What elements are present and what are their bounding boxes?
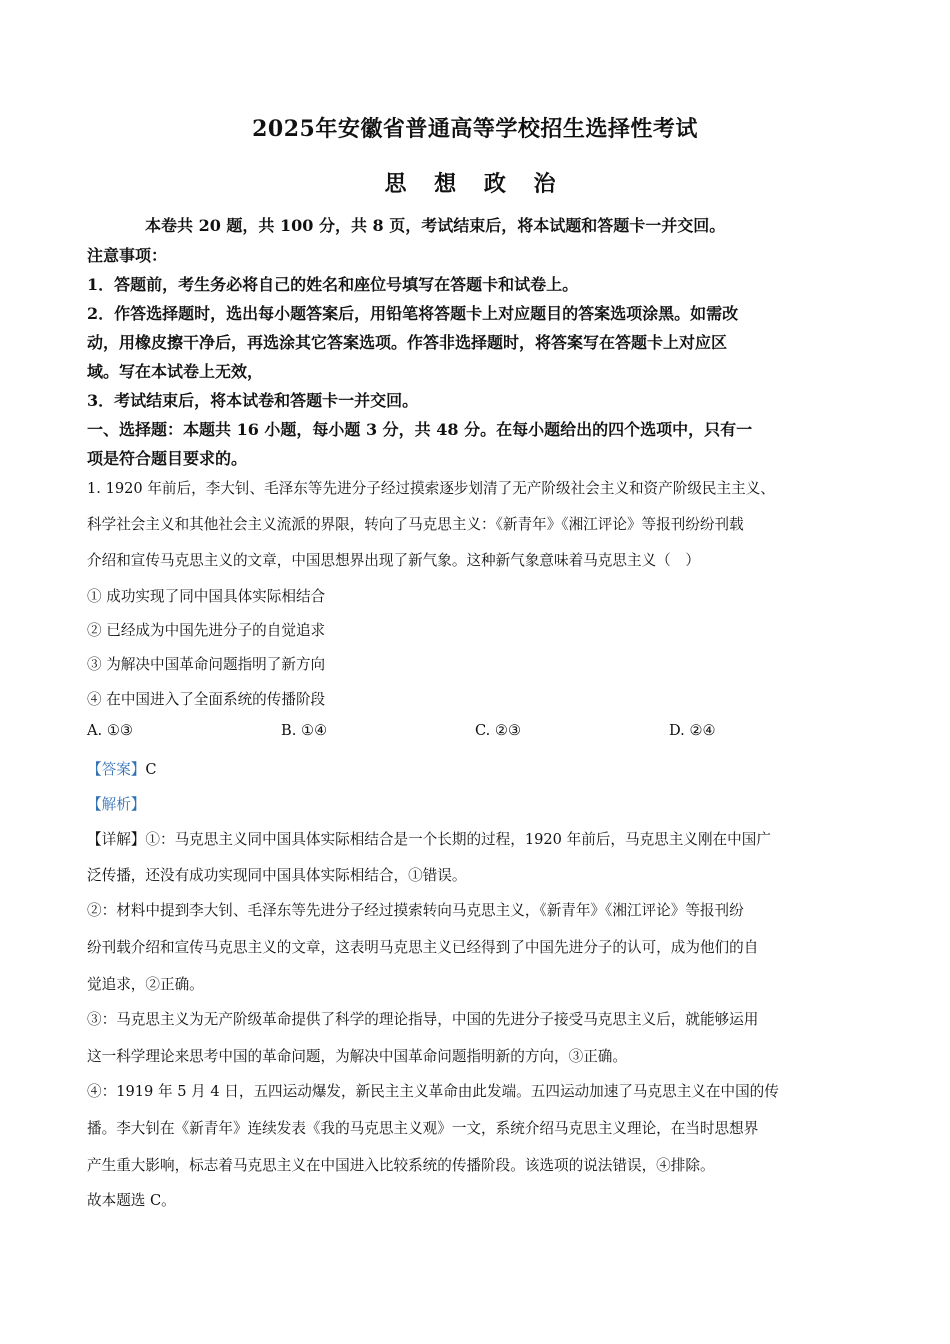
question-item: ③ 为解决中国革命问题指明了新方向 [87, 656, 326, 673]
subject-title: 思 想 政 治 [384, 171, 566, 197]
answer-line [87, 758, 157, 779]
exam-intro: 本卷共 20 题，共 100 分，共 8 页，考试结束后，将本试题和答题卡一并交回。 [145, 216, 726, 235]
question-item: ② 已经成为中国先进分子的自觉追求 [87, 622, 326, 639]
note-line: 1．答题前，考生务必将自己的姓名和座位号填写在答题卡和试卷上。 [87, 275, 579, 294]
note-line: 域。写在本试卷上无效， [87, 362, 264, 381]
analysis-line: ②：材料中提到李大钊、毛泽东等先进分子经过摸索转向马克思主义，《新青年》《湘江评论》等报刊纷 [87, 902, 744, 919]
section-heading: 项是符合题目要求的。 [87, 449, 248, 468]
question-stem: 介绍和宣传马克思主义的文章，中国思想界出现了新气象。这种新气象意味着马克思主义（ ） [87, 552, 700, 569]
analysis-line: ④：1919 年 5 月 4 日，五四运动爆发，新民主主义革命由此发端。五四运动加速了马克思主义在中国的传 [87, 1083, 779, 1100]
answer-value: C [145, 761, 157, 778]
section-heading: 一、选择题：本题共 16 小题，每小题 3 分，共 48 分。在每小题给出的四个选项中，只有一 [87, 420, 753, 439]
analysis-line: ③：马克思主义为无产阶级革命提供了科学的理论指导，中国的先进分子接受马克思主义后，就能够运用 [87, 1011, 759, 1028]
analysis-line: 泛传播，还没有成功实现同中国具体实际相结合，①错误。 [87, 867, 467, 884]
question-stem: 1. 1920 年前后，李大钊、毛泽东等先进分子经过摸索逐步划清了无产阶级社会主义和资产阶级民主主义、 [87, 480, 775, 497]
notes-heading: 注意事项： [87, 246, 168, 265]
exam-title: 2025年安徽省普通高等学校招生选择性考试 [252, 116, 698, 142]
option-c: C. ②③ [475, 722, 522, 739]
question-stem: 科学社会主义和其他社会主义流派的界限，转向了马克思主义：《新青年》《湘江评论》等报刊纷纷刊载 [87, 516, 744, 533]
analysis-line: 【详解】①：马克思主义同中国具体实际相结合是一个长期的过程，1920 年前后，马克思主义刚在中国广 [87, 831, 771, 848]
answer-label: 【答案】 [87, 761, 146, 778]
note-line: 3．考试结束后，将本试卷和答题卡一并交回。 [87, 391, 419, 410]
analysis-conclusion: 故本题选 C。 [87, 1192, 176, 1209]
analysis-label: 【解析】 [87, 796, 146, 813]
note-line: 2．作答选择题时，选出每小题答案后，用铅笔将答题卡上对应题目的答案选项涂黑。如需改 [87, 304, 739, 323]
option-b: B. ①④ [281, 722, 328, 739]
analysis-line: 纷刊载介绍和宣传马克思主义的文章，这表明马克思主义已经得到了中国先进分子的认可，成为他们的自 [87, 939, 759, 956]
analysis-line: 觉追求，②正确。 [87, 976, 204, 993]
question-item: ④ 在中国进入了全面系统的传播阶段 [87, 691, 326, 708]
option-a: A. ①③ [87, 722, 133, 739]
analysis-line: 这一科学理论来思考中国的革命问题，为解决中国革命问题指明新的方向，③正确。 [87, 1048, 627, 1065]
note-line: 动，用橡皮擦干净后，再选涂其它答案选项。作答非选择题时，将答案写在答题卡上对应区 [87, 333, 728, 352]
analysis-line: 播。李大钊在《新青年》连续发表《我的马克思主义观》一文，系统介绍马克思主义理论，在当时思想界 [87, 1120, 759, 1137]
analysis-line: 产生重大影响，标志着马克思主义在中国进入比较系统的传播阶段。该选项的说法错误，④排除。 [87, 1157, 715, 1174]
question-item: ① 成功实现了同中国具体实际相结合 [87, 588, 326, 605]
option-d: D. ②④ [669, 722, 716, 739]
